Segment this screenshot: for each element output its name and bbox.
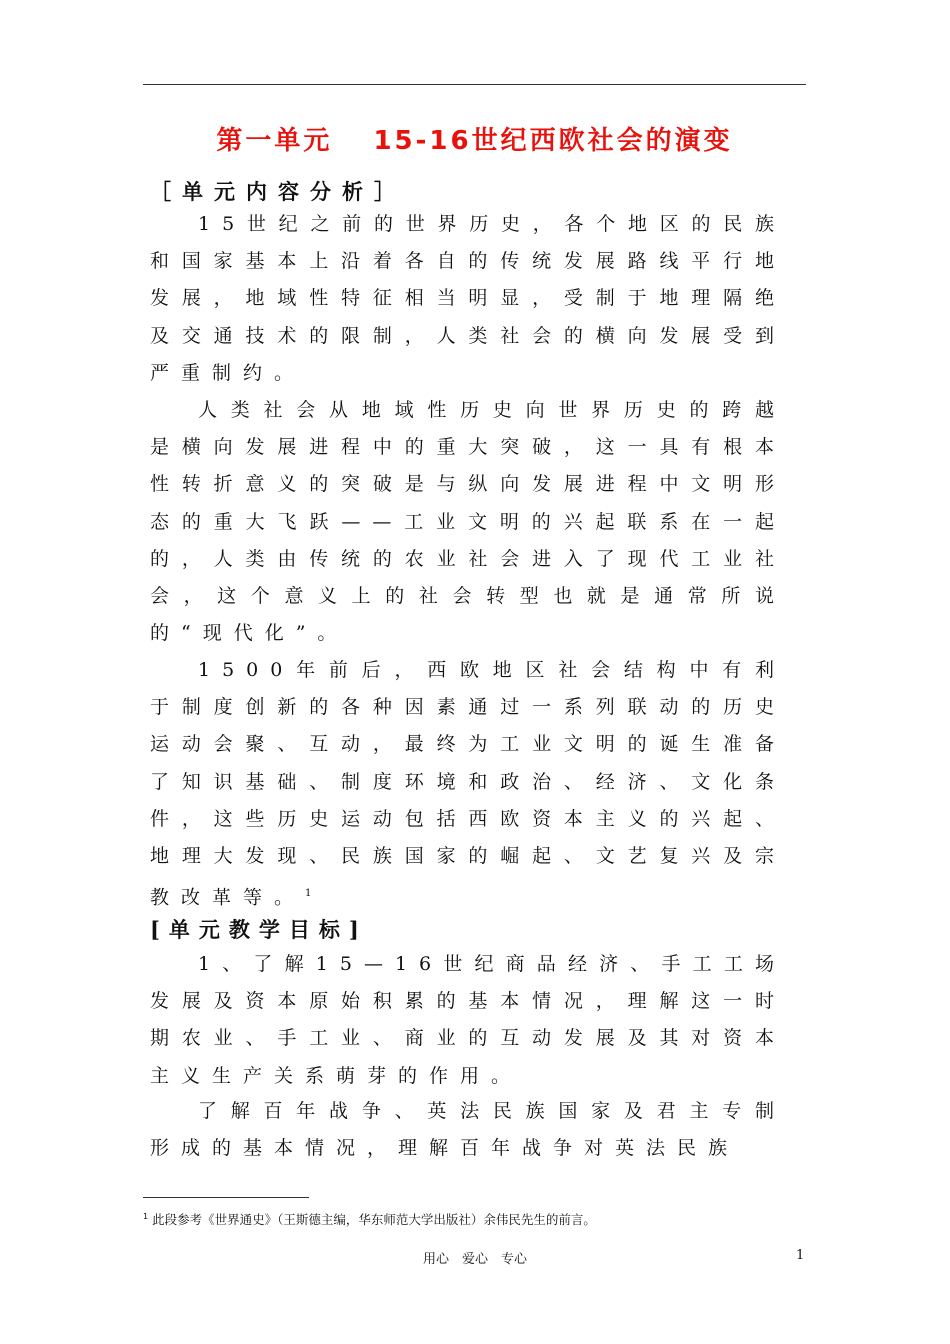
paragraph-1: 15世纪之前的世界历史，各个地区的民族和国家基本上沿着各自的传统发展路线平行地发展，地域性特征相当明显，受制于地理隔绝及交通技术的限制，人类社会的横向发展受到严重制约。	[150, 213, 786, 384]
paragraph-3	[150, 652, 786, 917]
footnote	[143, 1210, 596, 1228]
section-heading-analysis: ［单元内容分析］	[150, 179, 406, 204]
footer-motto: 用心 爱心 专心	[422, 1252, 527, 1267]
footnote-text: 此段参考《世界通史》（王斯德主编，华东师范大学出版社）余伟民先生的前言。	[152, 1212, 596, 1227]
section-heading-objectives: [单元教学目标]	[150, 917, 368, 942]
page-number: 1	[796, 1248, 805, 1263]
paragraph-5: 了解百年战争、英法民族国家及君主专制形成的基本情况，理解百年战争对英法民族	[150, 1100, 786, 1160]
footnote-marker: 1	[143, 1211, 149, 1221]
header-rule	[143, 84, 806, 85]
paragraph-3-text: 1500年前后，西欧地区社会结构中有利于制度创新的各种因素通过一系列联动的历史运动会聚、互动，最终为工业文明的诞生准备了知识基础、制度环境和政治、经济、文化条件，这些历史运动包括西欧资本主义的兴起、地理大发现、民族国家的崛起、文艺复兴及宗教改革等。	[150, 659, 786, 909]
footnote-reference[interactable]: 1	[305, 888, 312, 900]
paragraph-4: 1、了解15—16世纪商品经济、手工工场发展及资本原始积累的基本情况，理解这一时期农业、手工业、商业的互动发展及其对资本主义生产关系萌芽的作用。	[150, 953, 786, 1087]
document-title: 第一单元 15-16世纪西欧社会的演变	[216, 126, 733, 156]
paragraph-2: 人类社会从地域性历史向世界历史的跨越是横向发展进程中的重大突破，这一具有根本性转折意义的突破是与纵向发展进程中文明形态的重大飞跃——工业文明的兴起联系在一起的，人类由传统的农业社会进入了现代工业社会，这个意义上的社会转型也就是通常所说的“现代化”。	[150, 399, 786, 645]
footnote-rule	[143, 1197, 309, 1198]
